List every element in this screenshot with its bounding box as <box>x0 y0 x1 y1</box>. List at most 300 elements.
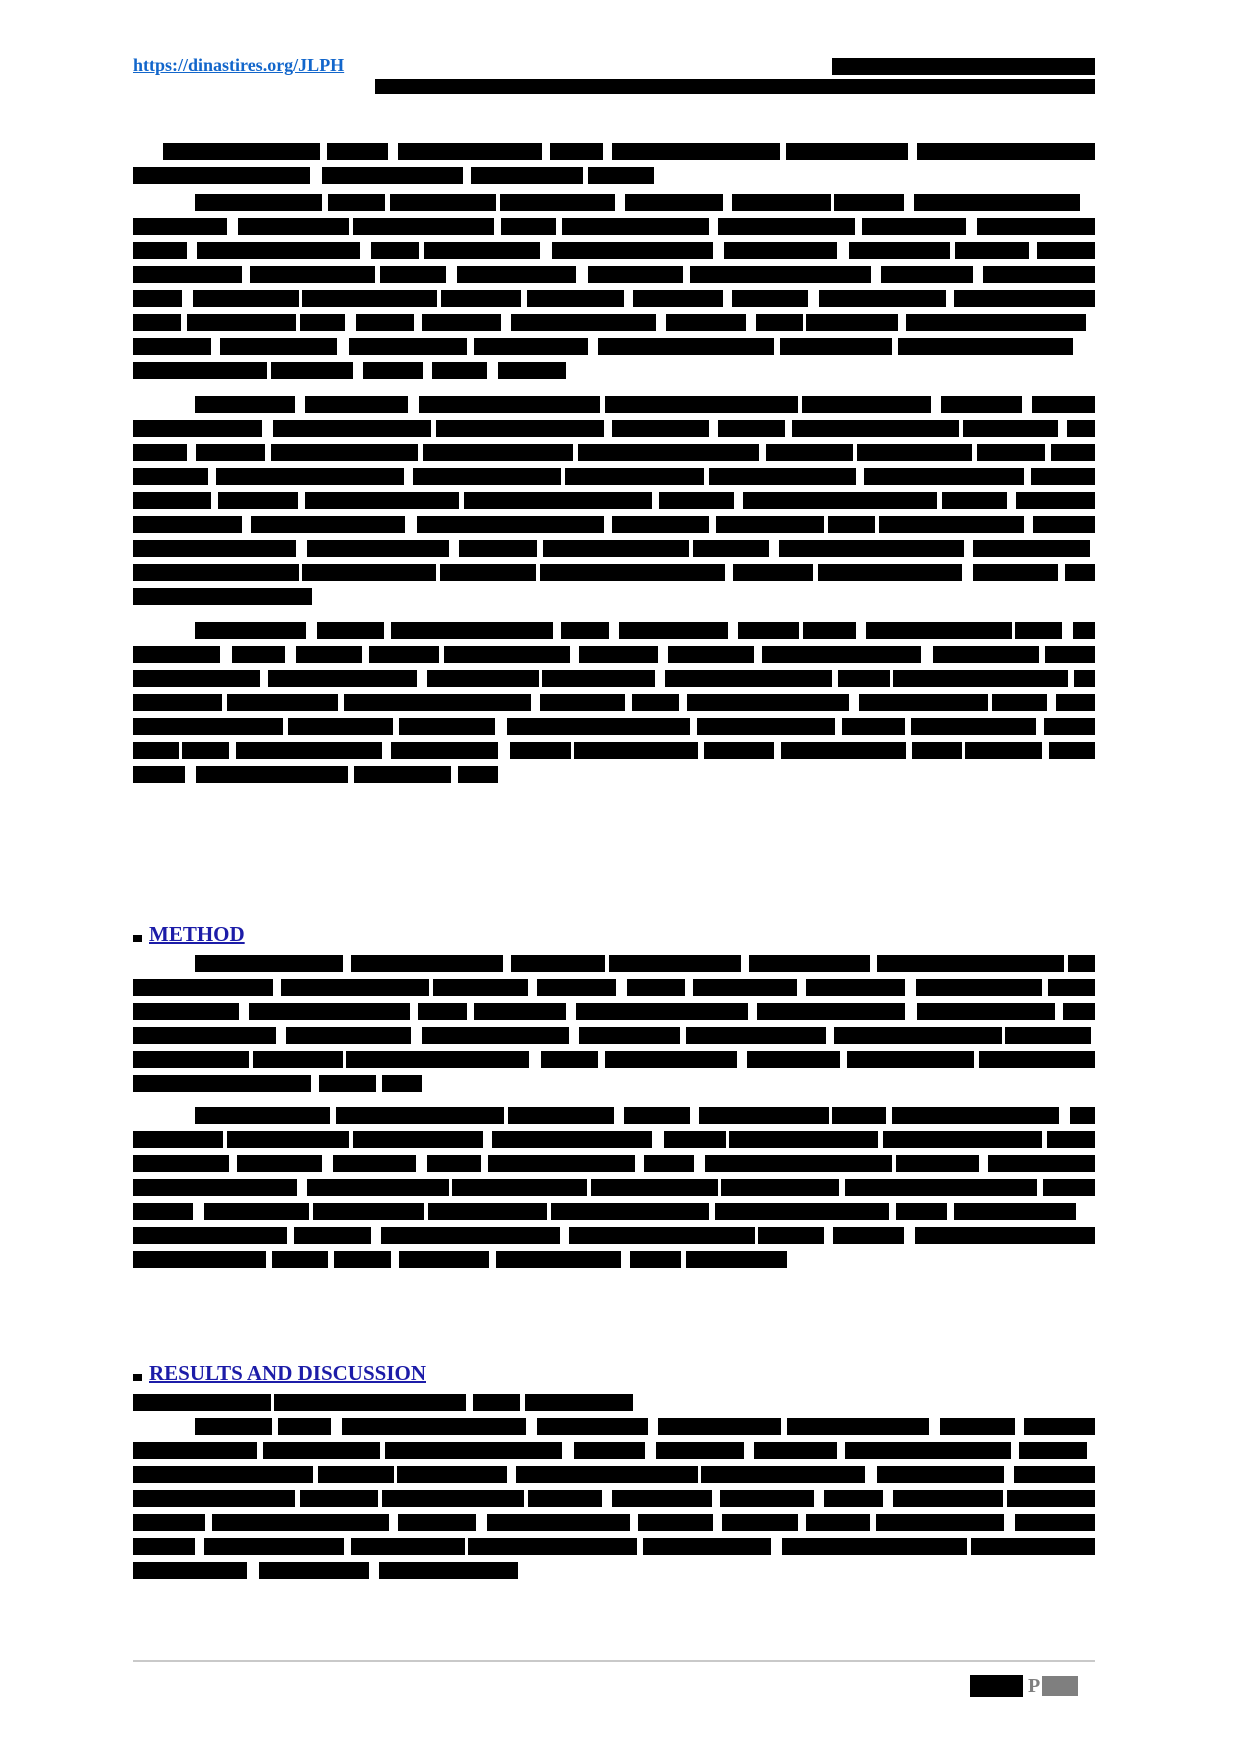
redacted-text-bar <box>133 1075 311 1092</box>
redacted-text-bar <box>204 1203 310 1220</box>
redacted-text-bar <box>656 1442 744 1459</box>
redacted-text-bar <box>1063 1003 1095 1020</box>
redacted-paragraph <box>133 1104 1095 1272</box>
redacted-text-bar <box>1051 444 1095 461</box>
redacted-text-bar <box>218 492 298 509</box>
redacted-text-bar <box>658 1418 781 1435</box>
redacted-text-bar <box>687 694 850 711</box>
redacted-text-bar <box>1073 622 1094 639</box>
redacted-text-bar <box>718 420 784 437</box>
redacted-text-bar <box>187 314 296 331</box>
redacted-text-bar <box>782 1538 967 1555</box>
section-heading-method-text: METHOD <box>149 921 245 946</box>
redacted-text-bar <box>625 194 723 211</box>
redacted-text-bar <box>893 1490 1003 1507</box>
redacted-text-bar <box>743 492 937 509</box>
redacted-text-bar <box>527 290 623 307</box>
redacted-text-bar <box>353 1131 483 1148</box>
redacted-line <box>133 763 1095 787</box>
redacted-text-bar <box>915 1227 1095 1244</box>
redacted-text-bar <box>354 766 451 783</box>
redacted-text-bar <box>609 955 741 972</box>
redacted-text-bar <box>427 670 539 687</box>
redacted-text-bar <box>561 622 609 639</box>
redacted-text-bar <box>417 516 604 533</box>
redacted-text-bar <box>302 564 435 581</box>
redacted-text-bar <box>516 1466 697 1483</box>
redacted-text-bar <box>133 242 187 259</box>
redacted-text-bar <box>912 742 962 759</box>
redacted-text-bar <box>786 143 907 160</box>
redacted-text-bar <box>893 670 1068 687</box>
redacted-line <box>133 561 1095 585</box>
section-heading-results-discussion <box>133 1360 1095 1386</box>
redacted-text-bar <box>562 218 709 235</box>
redacted-text-bar <box>1047 1131 1095 1148</box>
redacted-line <box>133 417 1095 441</box>
redacted-paragraph <box>133 191 1095 383</box>
redacted-text-bar <box>845 1442 1011 1459</box>
redacted-text-bar <box>133 564 299 581</box>
redacted-text-bar <box>294 1227 371 1244</box>
redacted-text-bar <box>940 1418 1015 1435</box>
redacted-text-bar <box>385 1442 563 1459</box>
redacted-text-bar <box>432 362 487 379</box>
redacted-line <box>133 393 1095 417</box>
redacted-text-bar <box>896 1155 979 1172</box>
redacted-text-bar <box>591 1179 718 1196</box>
redacted-text-bar <box>356 314 413 331</box>
redacted-text-bar <box>747 1051 841 1068</box>
redacted-line <box>133 215 1095 239</box>
redacted-text-bar <box>977 218 1095 235</box>
redacted-text-bar <box>436 420 604 437</box>
redacted-line <box>133 1024 1095 1048</box>
redacted-text-bar <box>638 1514 712 1531</box>
page-number-badge <box>970 1674 1078 1698</box>
redacted-text-bar <box>917 1003 1056 1020</box>
redacted-text-bar <box>300 1490 377 1507</box>
redacted-line <box>133 441 1095 465</box>
redacted-text-bar <box>212 1514 389 1531</box>
redacted-text-bar <box>487 1514 630 1531</box>
redacted-line <box>133 164 1095 188</box>
redacted-line <box>133 619 1095 643</box>
redacted-text-bar <box>511 314 656 331</box>
redacted-text-bar <box>319 1075 375 1092</box>
redacted-line <box>133 1511 1095 1535</box>
redacted-text-bar <box>1014 1466 1095 1483</box>
redacted-text-bar <box>605 1051 737 1068</box>
redacted-text-bar <box>133 290 182 307</box>
redacted-text-bar <box>722 1514 798 1531</box>
redacted-text-bar <box>133 1442 257 1459</box>
page-header <box>133 55 1095 94</box>
redacted-paragraph <box>133 619 1095 787</box>
redacted-text-bar <box>133 1466 313 1483</box>
redacted-text-bar <box>1032 396 1095 413</box>
redacted-text-bar <box>133 1155 229 1172</box>
redacted-text-bar <box>381 1227 561 1244</box>
redacted-paragraph <box>133 393 1095 609</box>
redacted-text-bar <box>896 1203 948 1220</box>
redacted-text-bar <box>862 218 966 235</box>
redacted-text-bar <box>390 194 496 211</box>
redacted-text-bar <box>857 444 972 461</box>
redaction-mark <box>133 935 142 942</box>
redacted-text-bar <box>666 314 745 331</box>
redacted-text-bar <box>216 468 403 485</box>
redacted-text-bar <box>305 492 459 509</box>
redacted-text-bar <box>543 540 689 557</box>
redacted-line <box>133 1176 1095 1200</box>
redacted-text-bar <box>336 1107 503 1124</box>
redacted-text-bar <box>281 979 429 996</box>
redacted-text-bar <box>579 646 658 663</box>
redacted-line <box>133 952 1095 976</box>
redacted-text-bar <box>762 646 921 663</box>
redacted-text-bar <box>369 646 439 663</box>
redacted-text-bar <box>803 622 855 639</box>
redacted-text-bar <box>758 1227 824 1244</box>
redacted-text-bar <box>488 1155 635 1172</box>
redacted-text-bar <box>954 1203 1075 1220</box>
redacted-text-bar <box>977 444 1045 461</box>
redacted-text-bar <box>274 1394 466 1411</box>
redacted-text-bar <box>569 1227 755 1244</box>
redacted-text-bar <box>196 766 347 783</box>
redacted-line <box>133 1439 1095 1463</box>
redacted-text-bar <box>424 242 540 259</box>
redacted-text-bar <box>232 646 285 663</box>
redacted-text-bar <box>627 979 685 996</box>
redacted-text-bar <box>1007 1490 1095 1507</box>
redacted-text-bar <box>1019 1442 1087 1459</box>
redacted-text-bar <box>496 1251 622 1268</box>
redacted-line <box>133 489 1095 513</box>
redacted-text-bar <box>182 742 228 759</box>
redacted-text-bar <box>916 979 1042 996</box>
redacted-text-bar <box>806 314 898 331</box>
redacted-text-bar <box>133 1562 247 1579</box>
redacted-text-bar <box>444 646 570 663</box>
redacted-paragraph <box>133 952 1095 1096</box>
redacted-text-bar <box>1049 742 1095 759</box>
redacted-text-bar <box>955 242 1029 259</box>
redacted-text-bar <box>686 1251 787 1268</box>
redacted-text-bar <box>399 1251 490 1268</box>
redacted-text-bar <box>704 742 774 759</box>
redacted-text-bar <box>334 1251 391 1268</box>
redacted-line <box>133 263 1095 287</box>
redacted-text-bar <box>382 1075 422 1092</box>
redacted-text-bar <box>552 242 713 259</box>
redacted-text-bar <box>551 1203 710 1220</box>
redacted-text-bar <box>540 564 725 581</box>
redacted-paragraph <box>133 140 1095 188</box>
redacted-text-bar <box>133 1251 266 1268</box>
redacted-text-bar <box>1070 1107 1094 1124</box>
redacted-text-bar <box>349 338 467 355</box>
redacted-text-bar <box>195 396 295 413</box>
redacted-text-bar <box>464 492 652 509</box>
redacted-text-bar <box>296 646 362 663</box>
redacted-text-bar <box>250 266 375 283</box>
redacted-text-bar <box>133 1514 205 1531</box>
redacted-text-bar <box>507 718 690 735</box>
redacted-text-bar <box>942 492 1008 509</box>
redacted-text-bar <box>738 622 800 639</box>
redacted-text-bar <box>709 468 855 485</box>
redacted-line <box>133 667 1095 691</box>
redacted-text-bar <box>511 955 605 972</box>
redacted-text-bar <box>398 143 542 160</box>
redacted-text-bar <box>468 1538 636 1555</box>
redacted-text-bar <box>227 694 339 711</box>
redacted-text-bar <box>528 1490 601 1507</box>
redacted-text-bar <box>766 444 853 461</box>
redacted-text-bar <box>133 766 185 783</box>
redacted-text-bar <box>278 1418 331 1435</box>
redacted-text-bar <box>973 540 1090 557</box>
redacted-text-bar <box>1074 670 1095 687</box>
redacted-line <box>133 335 1095 359</box>
redacted-text-bar <box>732 194 831 211</box>
redacted-line <box>133 191 1095 215</box>
footer-divider <box>133 1660 1095 1662</box>
redacted-text-bar <box>1031 468 1095 485</box>
redacted-text-bar <box>433 979 528 996</box>
redacted-text-bar <box>697 718 835 735</box>
redacted-text-bar <box>965 742 1042 759</box>
redacted-text-bar <box>917 143 1095 160</box>
redacted-text-bar <box>380 266 446 283</box>
redacted-text-bar <box>633 290 724 307</box>
redacted-text-bar <box>598 338 774 355</box>
redacted-text-bar <box>988 1155 1095 1172</box>
redacted-text-bar <box>133 694 222 711</box>
redacted-text-bar <box>716 516 825 533</box>
redacted-line <box>133 1559 1095 1583</box>
redacted-text-bar <box>619 622 729 639</box>
redacted-text-bar <box>163 143 320 160</box>
redacted-text-bar <box>574 1442 645 1459</box>
redacted-text-bar <box>624 1107 690 1124</box>
redacted-page-number <box>970 1675 1023 1697</box>
redacted-text-bar <box>588 266 683 283</box>
redacted-text-bar <box>305 396 408 413</box>
redacted-line <box>133 1487 1095 1511</box>
redacted-text-bar <box>756 314 802 331</box>
redacted-text-bar <box>441 290 521 307</box>
redacted-text-bar <box>133 1538 195 1555</box>
redacted-text-bar <box>754 1442 836 1459</box>
redacted-text-bar <box>963 420 1058 437</box>
redacted-text-bar <box>346 1051 529 1068</box>
redacted-text-bar <box>1067 420 1095 437</box>
redacted-text-bar <box>133 1490 295 1507</box>
redacted-text-bar <box>757 1003 905 1020</box>
redacted-line <box>133 239 1095 263</box>
redacted-text-bar <box>307 1179 448 1196</box>
redacted-line <box>133 1391 1095 1415</box>
redacted-text-bar <box>1015 1514 1095 1531</box>
redacted-text-bar <box>665 670 832 687</box>
redacted-text-bar <box>195 622 306 639</box>
redacted-text-bar <box>197 242 360 259</box>
redacted-text-bar <box>133 742 179 759</box>
redacted-text-bar <box>328 194 385 211</box>
redacted-text-bar <box>612 143 780 160</box>
redacted-text-bar <box>866 622 1011 639</box>
redacted-text-bar <box>238 218 349 235</box>
redacted-line <box>133 1104 1095 1128</box>
redacted-text-bar <box>576 1003 748 1020</box>
redacted-text-bar <box>413 468 561 485</box>
redacted-text-bar <box>422 1027 570 1044</box>
redacted-text-bar <box>578 444 759 461</box>
redacted-text-bar <box>838 670 890 687</box>
redacted-line <box>133 1415 1095 1439</box>
redacted-text-bar <box>1048 979 1095 996</box>
redacted-text-bar <box>818 564 962 581</box>
redacted-text-bar <box>501 218 557 235</box>
redacted-text-bar <box>892 1107 1059 1124</box>
redacted-text-bar <box>881 266 973 283</box>
redacted-text-bar <box>133 1131 223 1148</box>
redacted-text-bar <box>664 1131 726 1148</box>
redacted-text-bar <box>806 1514 869 1531</box>
redacted-text-bar <box>271 362 352 379</box>
redacted-text-bar <box>133 646 220 663</box>
redacted-text-bar <box>272 1251 328 1268</box>
redacted-text-bar <box>422 314 501 331</box>
redacted-text-bar <box>883 1131 1042 1148</box>
redacted-text-bar <box>492 1131 652 1148</box>
redacted-text-bar <box>781 742 906 759</box>
redacted-text-bar <box>721 1179 839 1196</box>
redacted-text-bar <box>780 338 893 355</box>
page-label-letter: P <box>1028 1675 1041 1697</box>
redacted-text-bar <box>133 218 227 235</box>
redacted-text-bar <box>1015 622 1062 639</box>
redacted-text-bar <box>941 396 1022 413</box>
redacted-text-bar <box>327 143 388 160</box>
redacted-line <box>133 1200 1095 1224</box>
redacted-text-bar <box>973 564 1058 581</box>
redacted-text-bar <box>832 1107 886 1124</box>
redacted-text-bar <box>1033 516 1095 533</box>
redacted-line <box>133 643 1095 667</box>
redacted-text-bar <box>693 540 769 557</box>
redacted-text-bar <box>300 314 346 331</box>
redacted-text-bar <box>508 1107 614 1124</box>
redacted-text-bar <box>864 468 1023 485</box>
redacted-text-bar <box>302 290 437 307</box>
redacted-text-bar <box>133 540 296 557</box>
redacted-text-bar <box>457 266 576 283</box>
redacted-line <box>133 1152 1095 1176</box>
redacted-text-bar <box>133 588 312 605</box>
redacted-text-bar <box>452 1179 588 1196</box>
redacted-text-bar <box>318 1466 395 1483</box>
redacted-text-bar <box>729 1131 878 1148</box>
redacted-text-bar <box>251 516 405 533</box>
redacted-text-bar <box>842 718 904 735</box>
redacted-text-bar <box>133 314 181 331</box>
redacted-text-bar <box>133 1179 297 1196</box>
redacted-text-bar <box>133 1203 193 1220</box>
redacted-text-bar <box>288 718 393 735</box>
redacted-text-bar <box>397 1466 506 1483</box>
redacted-header-text-line2 <box>375 79 1095 94</box>
redacted-text-bar <box>227 1131 348 1148</box>
redacted-line <box>133 1248 1095 1272</box>
redacted-text-bar <box>705 1155 892 1172</box>
redacted-text-bar <box>612 516 709 533</box>
redacted-text-bar <box>440 564 536 581</box>
redacted-text-bar <box>133 1003 239 1020</box>
redacted-text-bar <box>749 955 870 972</box>
redacted-line <box>133 1048 1095 1072</box>
redacted-text-bar <box>133 516 242 533</box>
redacted-line <box>133 1463 1095 1487</box>
redacted-line <box>133 359 1095 383</box>
redacted-text-bar <box>1016 492 1095 509</box>
redacted-text-bar <box>1065 564 1094 581</box>
redacted-text-bar <box>849 242 950 259</box>
header-first-line <box>133 55 1095 77</box>
redacted-text-bar <box>699 1107 828 1124</box>
redacted-line <box>133 715 1095 739</box>
redacted-text-bar <box>802 396 931 413</box>
redacted-text-bar <box>322 167 464 184</box>
redacted-text-bar <box>859 694 988 711</box>
redacted-text-bar <box>992 694 1047 711</box>
article-body <box>133 140 1095 1583</box>
redacted-line <box>133 691 1095 715</box>
redacted-text-bar <box>133 718 283 735</box>
redacted-text-bar <box>834 1027 1002 1044</box>
redacted-text-bar <box>133 1027 276 1044</box>
redacted-line <box>133 585 1095 609</box>
redacted-text-bar <box>474 1003 566 1020</box>
redacted-text-bar <box>718 218 855 235</box>
redacted-text-bar <box>733 564 813 581</box>
redacted-line <box>133 513 1095 537</box>
redacted-text-bar <box>474 338 588 355</box>
redacted-text-bar <box>632 694 680 711</box>
redacted-text-bar <box>877 955 1065 972</box>
redacted-line <box>133 140 1095 164</box>
redacted-header-text-right <box>832 58 1095 75</box>
redacted-line <box>133 1535 1095 1559</box>
redacted-text-bar <box>133 1227 287 1244</box>
redacted-text-bar <box>133 167 310 184</box>
journal-url-link[interactable]: https://dinastires.org/JLPH <box>133 55 345 75</box>
redacted-text-bar <box>819 290 947 307</box>
redacted-line <box>133 739 1095 763</box>
redacted-text-bar <box>1044 718 1095 735</box>
redacted-text-bar <box>605 396 799 413</box>
redacted-text-bar <box>249 1003 411 1020</box>
redacted-text-bar <box>983 266 1094 283</box>
redacted-text-bar <box>542 670 655 687</box>
redacted-text-bar <box>391 622 552 639</box>
redacted-text-bar <box>525 1394 633 1411</box>
redacted-text-bar <box>715 1203 889 1220</box>
redacted-text-bar <box>307 540 450 557</box>
